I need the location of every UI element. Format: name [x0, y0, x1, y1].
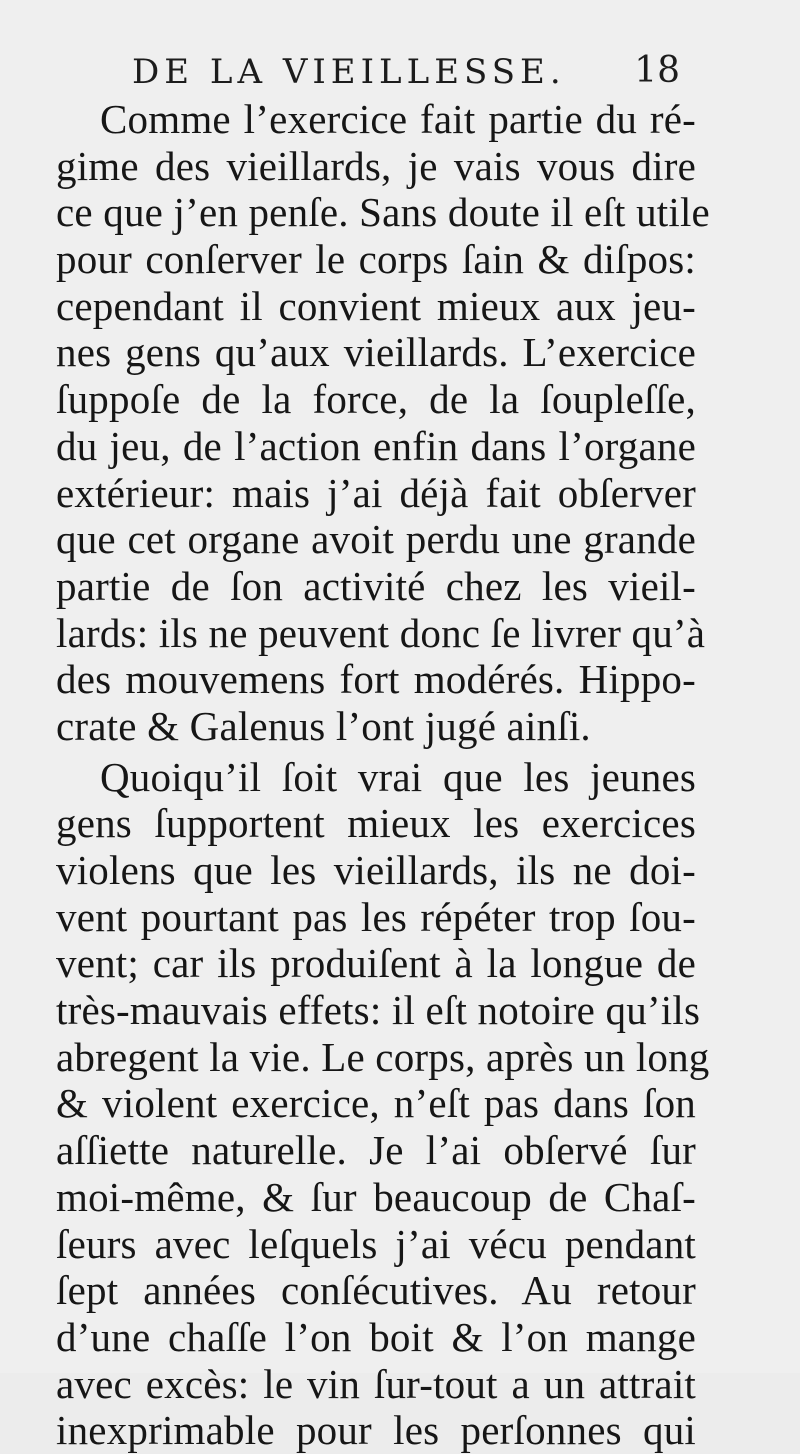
text-line: aſſiette naturelle. Je l’ai obſervé ſur — [56, 1127, 696, 1174]
text-line: moi-même, & ſur beaucoup de Chaſ- — [56, 1173, 696, 1220]
text-line: & violent exercice, n’eſt pas dans ſon — [56, 1080, 696, 1127]
running-title: DE LA VIEILLESSE. — [132, 52, 566, 92]
paragraph-exercise — [56, 96, 710, 750]
text-line: partie de ſon activité chez les vieil- — [56, 562, 696, 609]
paragraph-young-people — [56, 753, 710, 1454]
text-line: gime des vieillards, je vais vous dire — [56, 142, 696, 189]
text-line: du jeu, de l’action enfin dans l’organe — [56, 422, 696, 469]
text-line: ſuppoſe de la force, de la ſoupleſſe, — [56, 376, 696, 423]
page-header — [120, 48, 680, 98]
text-line: gens ſupportent mieux les exercices — [56, 800, 696, 847]
body-text — [56, 96, 710, 1454]
text-line: Comme l’exercice fait partie du ré- — [100, 96, 696, 142]
text-line: inexprimable pour les perſonnes qui — [56, 1407, 696, 1454]
text-line: d’une chaſſe l’on boit & l’on mange — [56, 1313, 696, 1360]
text-line: ſept années conſécutives. Au retour — [56, 1267, 696, 1314]
text-line: pour conſerver le corps ſain & diſpos: — [56, 236, 696, 283]
text-line: lards: ils ne peuvent donc ſe livrer qu’à — [56, 609, 706, 656]
text-line: ſeurs avec leſquels j’ai vécu pendant — [56, 1220, 696, 1267]
text-line: ce que j’en penſe. Sans doute il eſt utile — [56, 189, 710, 236]
text-line: Quoiqu’il ſoit vrai que les jeunes — [100, 753, 696, 800]
text-line: extérieur: mais j’ai déjà fait obſerver — [56, 469, 696, 516]
text-line: des mouvemens fort modérés. Hippo- — [56, 656, 696, 703]
text-line: violens que les vieillards, ils ne doi- — [56, 847, 696, 893]
text-line: vent pourtant pas les répéter trop ſou- — [56, 893, 696, 940]
text-line: abregent la vie. Le corps, après un long — [56, 1033, 710, 1080]
text-line: très-mauvais effets: il eſt notoire qu’ils — [56, 987, 701, 1034]
text-line: crate & Galenus l’ont jugé ainſi. — [56, 702, 591, 749]
text-line: cependant il convient mieux aux jeu- — [56, 282, 696, 329]
text-line: nes gens qu’aux vieillards. L’exercice — [56, 329, 696, 376]
page-number: 18 — [634, 50, 680, 91]
text-line: avec excès: le vin ſur-tout a un attrait — [56, 1360, 696, 1407]
text-line: que cet organe avoit perdu une grande — [56, 516, 696, 563]
text-line: vent; car ils produiſent à la longue de — [56, 940, 696, 987]
